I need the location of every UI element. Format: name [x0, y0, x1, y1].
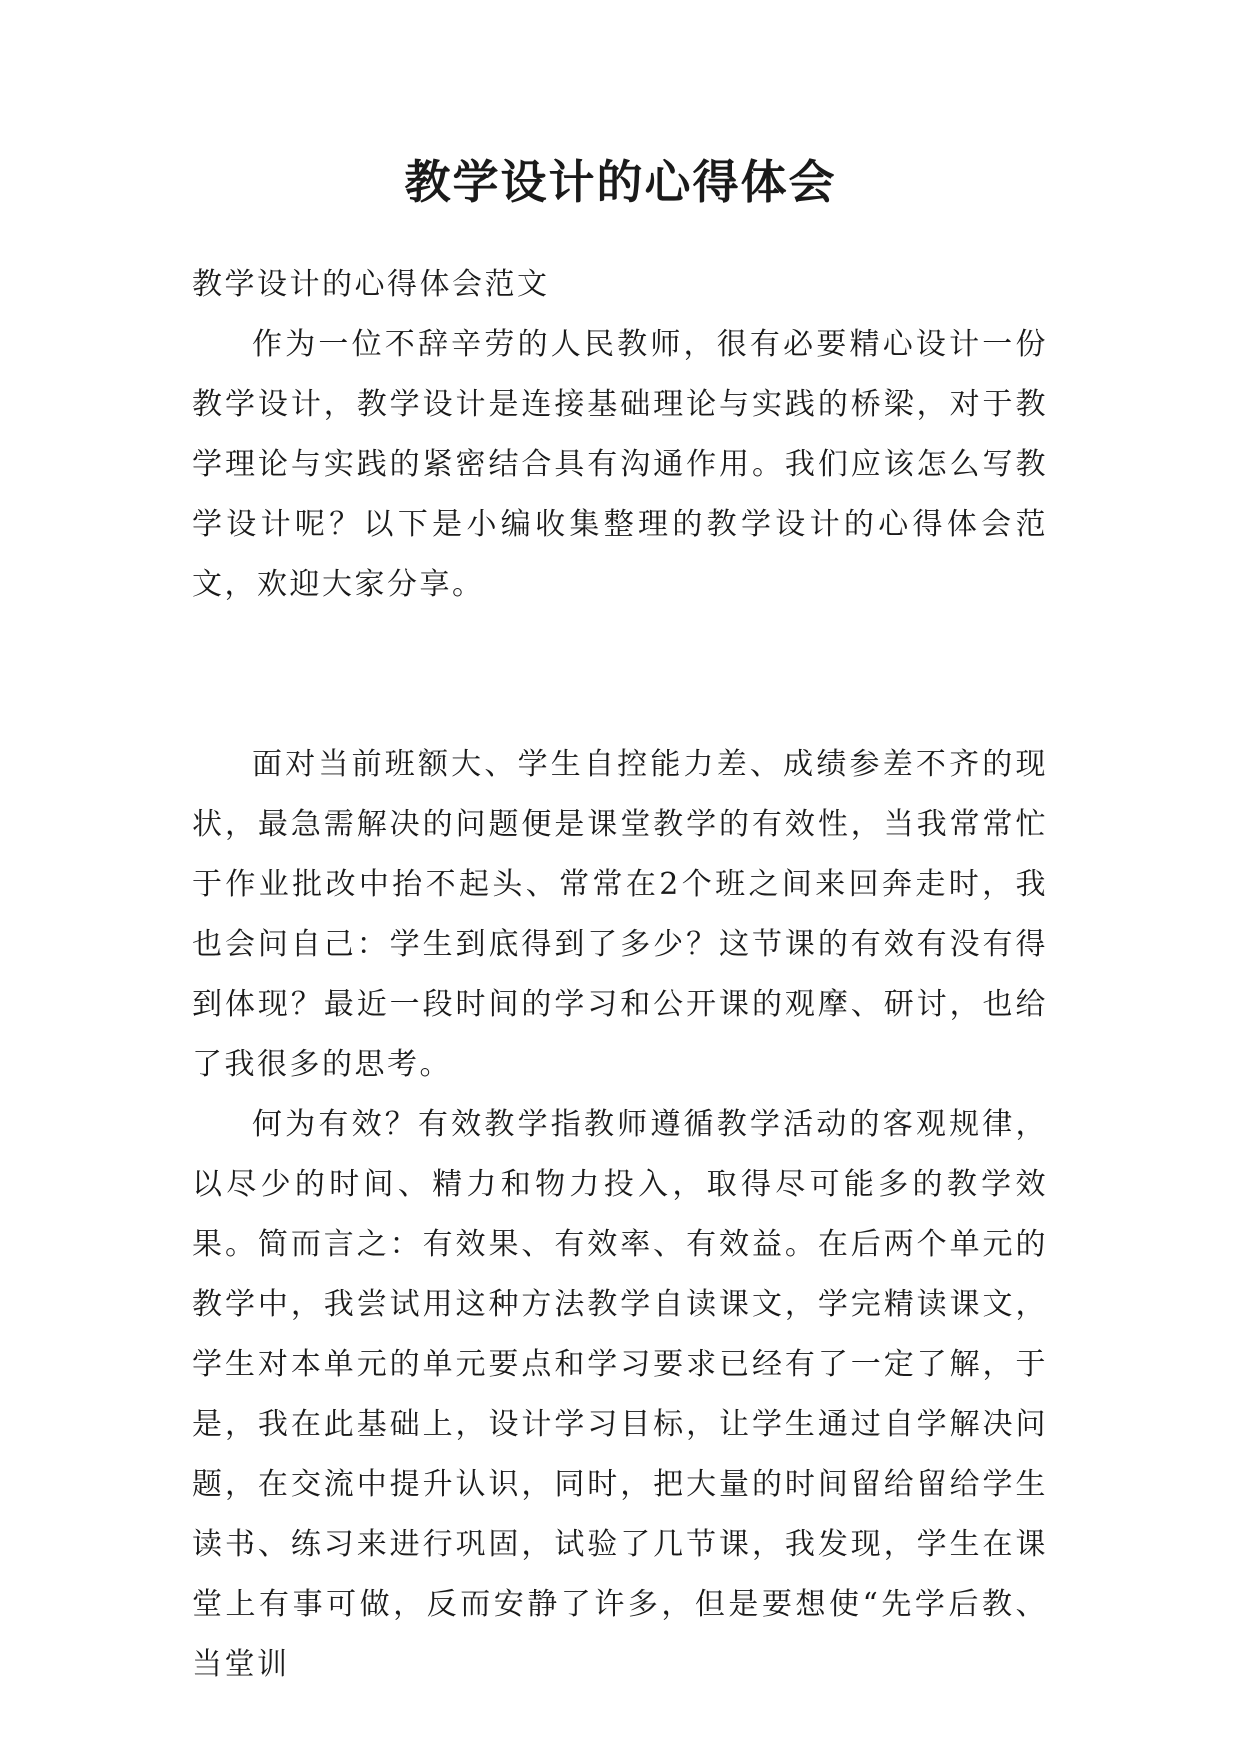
paragraph-current-situation: 面对当前班额大、学生自控能力差、成绩参差不齐的现状，最急需解决的问题便是课堂教学的有效性，当我常常忙于作业批改中抬不起头、常常在2个班之间来回奔走时，我也会问自己：学生到底得到了多少？这节课的有效有没有得到体现？最近一段时间的学习和公开课的观摩、研讨，也给了我很多的思考。	[192, 747, 1048, 1082]
document-title: 教学设计的心得体会	[404, 155, 837, 209]
paragraph-intro: 作为一位不辞辛劳的人民教师，很有必要精心设计一份教学设计，教学设计是连接基础理论与实践的桥梁，对于教学理论与实践的紧密结合具有沟通作用。我们应该怎么写教学设计呢？以下是小编收集整理的教学设计的心得体会范文，欢迎大家分享。	[192, 327, 1048, 602]
document-body	[192, 255, 1048, 1695]
paragraph-what-is-effective: 何为有效？有效教学指教师遵循教学活动的客观规律，以尽少的时间、精力和物力投入，取得尽可能多的教学效果。简而言之：有效果、有效率、有效益。在后两个单元的教学中，我尝试用这种方法教学自读课文，学完精读课文，学生对本单元的单元要点和学习要求已经有了一定了解，于是，我在此基础上，设计学习目标，让学生通过自学解决问题，在交流中提升认识，同时，把大量的时间留给留给学生读书、练习来进行巩固，试验了几节课，我发现，学生在课堂上有事可做，反而安静了许多，但是要想使“先学后教、当堂训	[192, 1107, 1048, 1682]
paragraph-gap	[192, 615, 1048, 735]
document-subtitle: 教学设计的心得体会范文	[192, 267, 550, 302]
